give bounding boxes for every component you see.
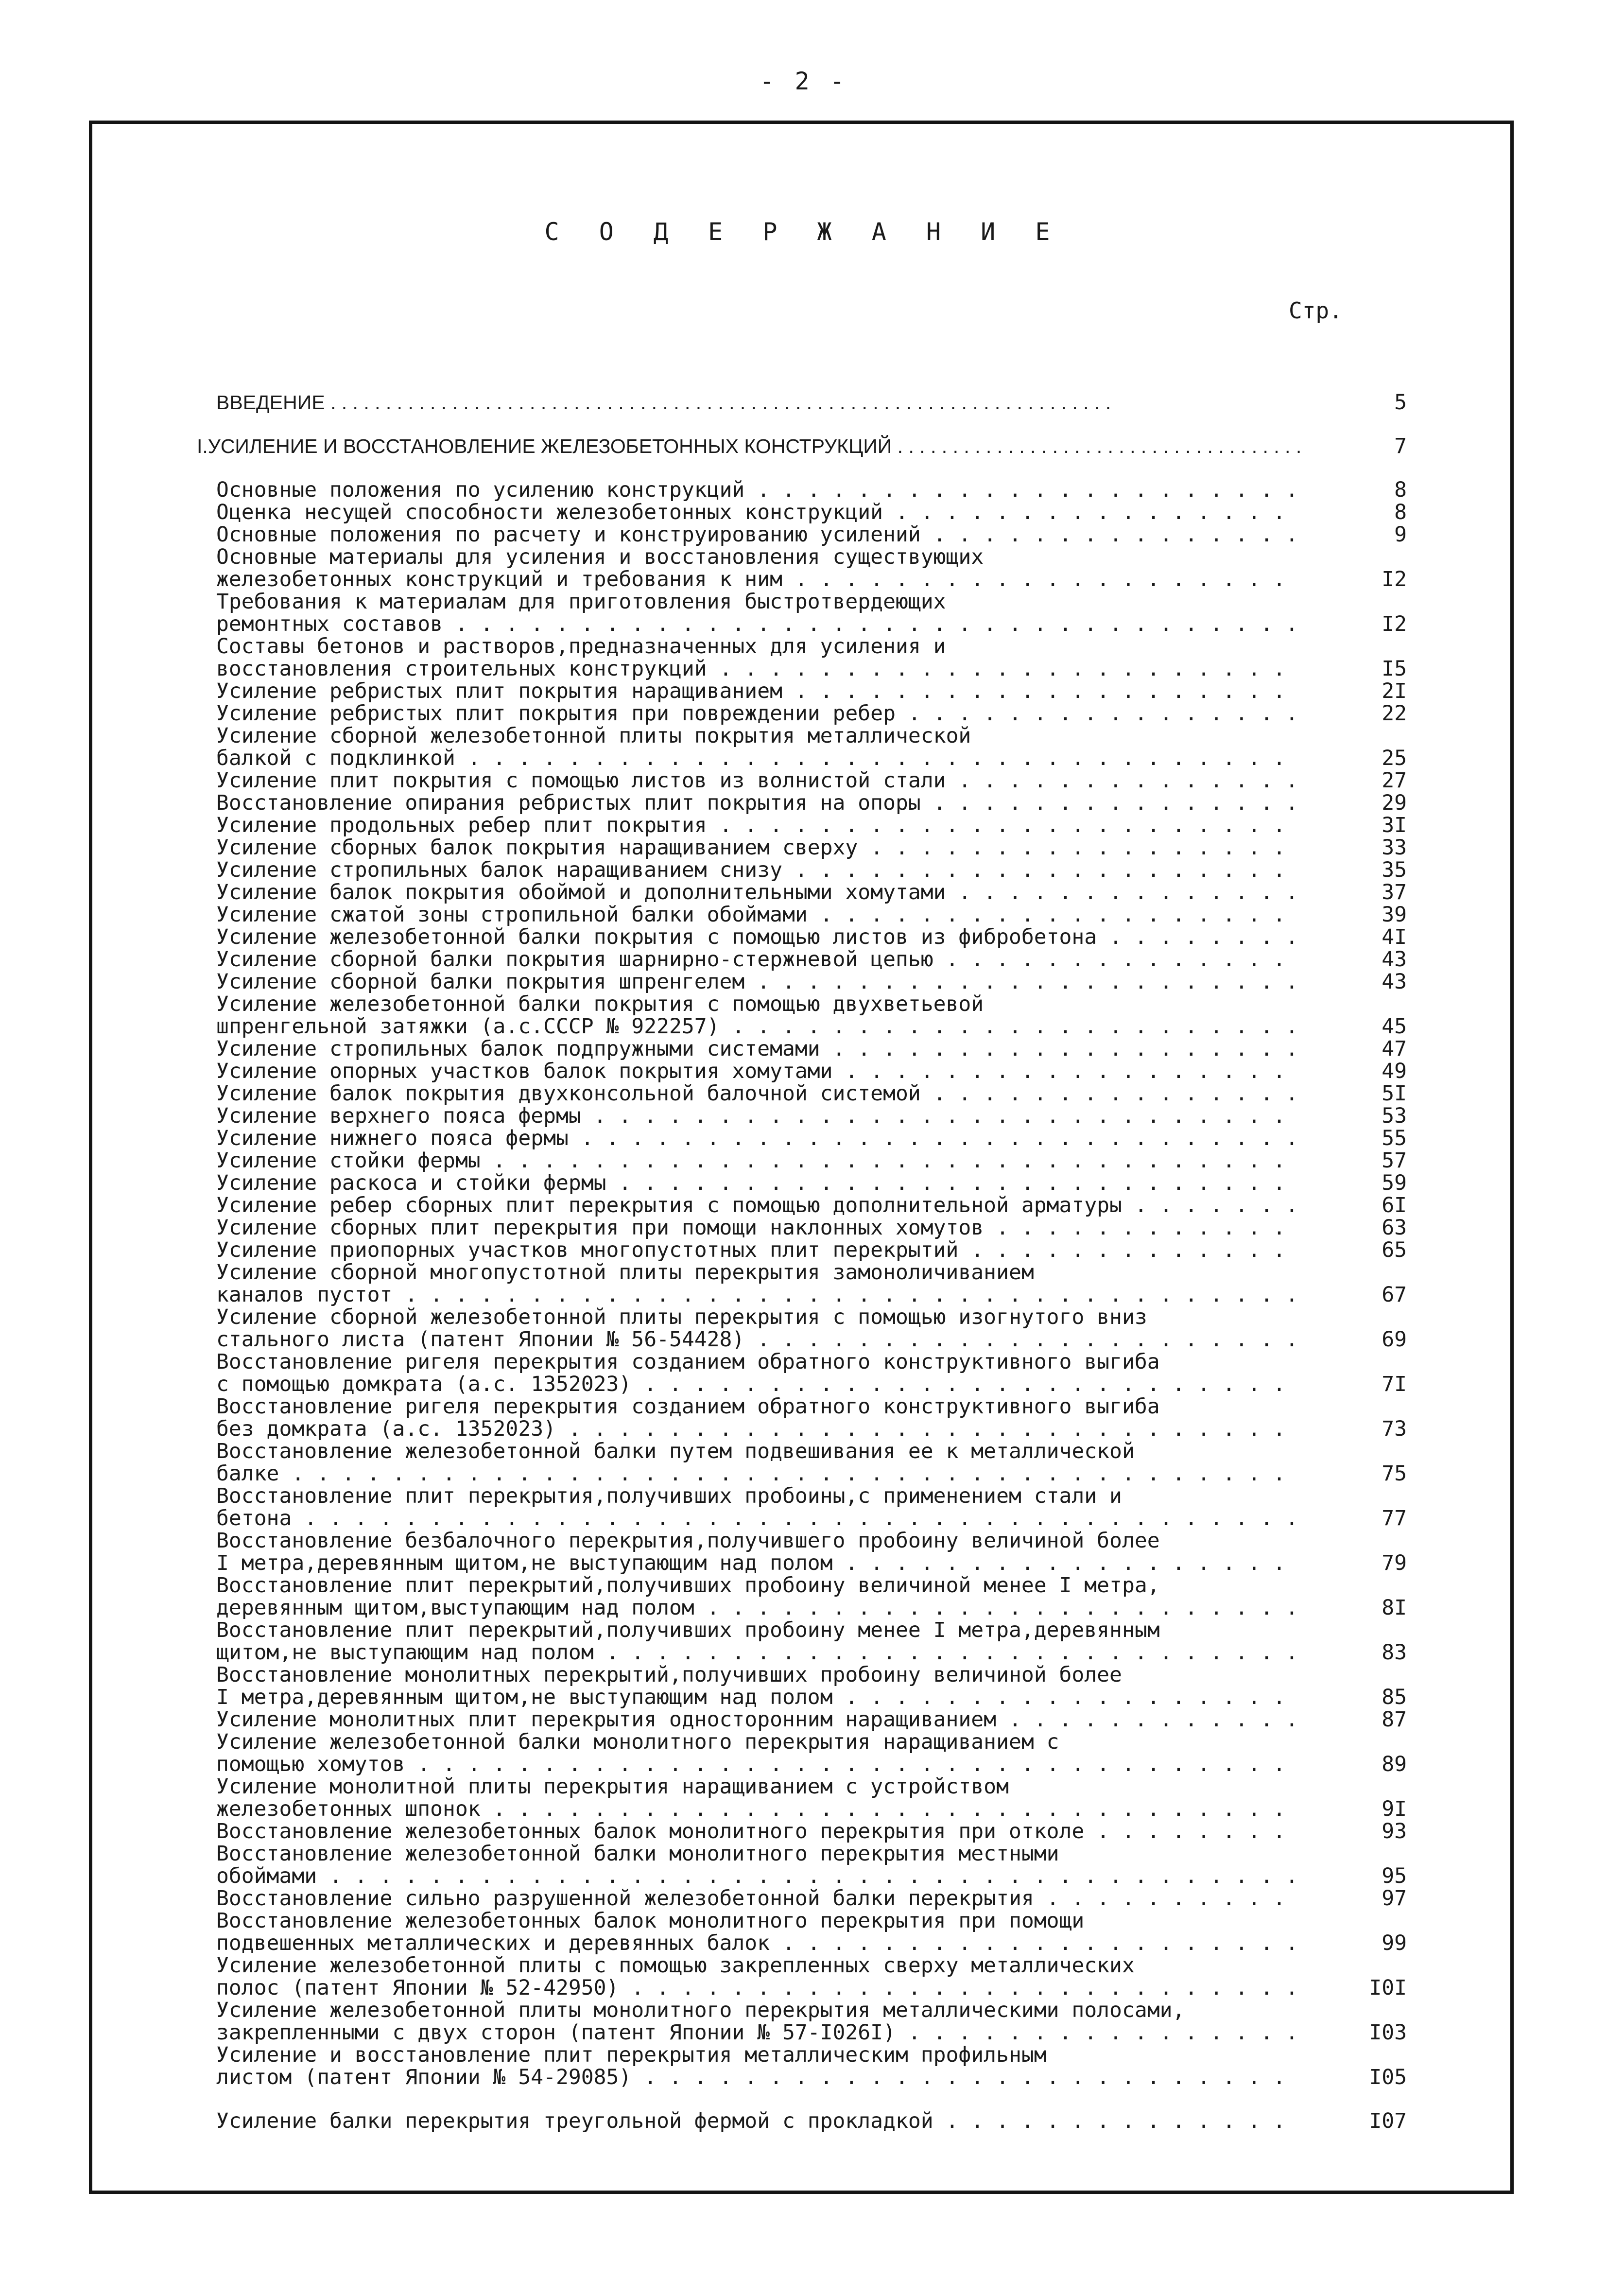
toc-entry [197,435,1407,457]
toc-entry-title [216,1910,1300,1954]
toc-entry-title [216,1999,1300,2044]
toc-entry [216,1708,1407,1731]
toc-entry-page: 5 [1394,390,1407,415]
toc-entry-page: 45 [1382,1014,1407,1039]
toc-entry-page: 25 [1382,746,1407,770]
toc-entry-page: 83 [1382,1640,1407,1665]
toc-entry-title [216,1060,1300,1082]
toc-entry-line: подвешенных металлических и деревянных балок . . . [216,1932,1300,1954]
toc-entry-line: Усиление сборной балки покрытия шпренгелем . . . [216,971,1300,993]
toc-entry-title [216,836,1300,859]
toc-entry-title [216,501,1300,523]
toc-entry-title [216,2110,1300,2132]
toc-entry-title [216,1708,1300,1731]
toc-entry-line: помощью хомутов . . . [216,1753,1300,1775]
toc-entry-page: I2 [1382,612,1407,636]
toc-entry-line: Восстановление железобетонной балки путем подвешивания ее к металлической [216,1440,1135,1462]
toc-entry-line: Усиление ребристых плит покрытия при повреждении ребер . . . [216,702,1300,725]
toc-entry-title [216,926,1300,948]
toc-entry-line: железобетонных конструкций и требования к ним . . . [216,568,1300,591]
toc-entry-line: бетона . . . [216,1507,1300,1530]
toc-entry [216,1038,1407,1060]
toc-entry-line: Восстановление железобетонных балок монолитного перекрытия при отколе . . . [216,1820,1300,1843]
toc-entry-title [216,1082,1300,1105]
toc-entry-page: 59 [1382,1171,1407,1195]
toc-entry-line: I.УСИЛЕНИЕ И ВОССТАНОВЛЕНИЕ ЖЕЛЕЗОБЕТОННЫХ КОНСТРУКЦИЙ . . . [197,435,1300,457]
toc-entry-page: 8 [1394,500,1407,524]
toc-entry-page: 55 [1382,1126,1407,1150]
toc-entry-line: ВВЕДЕНИЕ . . . [216,391,1300,414]
toc-entry-line: Усиление сборной многопустотной плиты перекрытия замоноличиванием [216,1261,1034,1284]
toc-entry-line: Восстановление ригеля перекрытия созданием обратного конструктивного выгиба [216,1395,1160,1418]
toc-entry-line: Составы бетонов и растворов,предназначенных для усиления и [216,635,946,658]
toc-entry-line: Усиление сборной железобетонной плиты покрытия металлической [216,725,971,747]
toc-entry-page: 43 [1382,947,1407,972]
toc-entry [216,971,1407,993]
toc-entry [216,1060,1407,1082]
toc-entry-page: 85 [1382,1685,1407,1709]
toc-entry [216,1194,1407,1217]
toc-entry-title [197,435,1300,457]
toc-entry-title [216,2044,1300,2088]
toc-entry [216,680,1407,702]
toc-entry-page: 93 [1382,1819,1407,1844]
toc-entry [216,2044,1407,2088]
toc-entry-line: Усиление ребер сборных плит перекрытия с помощью дополнительной арматуры . . . [216,1194,1300,1217]
page-column-header: Стр. [1289,297,1343,324]
toc-entry-title [216,881,1300,904]
toc-entry-line: Усиление сборных плит перекрытия при помощи наклонных хомутов . . . [216,1217,1300,1239]
toc-entry [216,1887,1407,1910]
toc-entry [216,725,1407,769]
toc-entry [216,1239,1407,1261]
toc-entry [216,1843,1407,1887]
toc-entry-line: деревянным щитом,выступающим над полом . . . [216,1597,1300,1619]
toc-entry [216,1954,1407,1999]
toc-entry [216,1217,1407,1239]
toc-entry-page: 8I [1382,1596,1407,1620]
toc-entry-page: 69 [1382,1327,1407,1352]
toc-entry-page: 35 [1382,858,1407,882]
toc-entry-title [216,1574,1300,1619]
toc-entry-page: 27 [1382,768,1407,793]
toc-entry [216,836,1407,859]
toc-entry [216,1082,1407,1105]
toc-entry-title [216,1105,1300,1127]
toc-entry-title [216,1954,1300,1999]
toc-entry-page: 22 [1382,701,1407,726]
toc-entry-page: 33 [1382,835,1407,860]
toc-entry-title [216,904,1300,926]
toc-entry-title [216,1306,1300,1351]
toc-entry-title [216,1731,1300,1775]
toc-entry-line: Усиление верхнего пояса фермы . . . [216,1105,1300,1127]
toc-entry-page: 95 [1382,1864,1407,1888]
toc-entry-title [216,1440,1300,1485]
toc-entry-title [216,1127,1300,1149]
toc-entry [216,635,1407,680]
toc-entry [216,1351,1407,1395]
toc-entry-line: Основные положения по расчету и конструированию усилений . . . [216,523,1300,546]
toc-entry [216,1664,1407,1708]
toc-entry-title [216,1038,1300,1060]
toc-entry-page: 65 [1382,1238,1407,1262]
toc-entry-page: 3I [1382,813,1407,837]
toc-entry-line: Восстановление железобетонной балки монолитного перекрытия местными [216,1843,1059,1865]
toc-entry [216,479,1407,501]
toc-entry-line: листом (патент Японии № 54-29085) . . . [216,2066,1300,2088]
toc-entry-line: Восстановление безбалочного перекрытия,получившего пробоину величиной более [216,1530,1160,1552]
table-of-contents [197,390,1407,2133]
toc-entry-title [216,1217,1300,1239]
toc-entry [216,1172,1407,1194]
toc-entry-line: Усиление ребристых плит покрытия наращиванием . . . [216,680,1300,702]
toc-entry-line: Основные положения по усилению конструкций . . . [216,479,1300,501]
toc-entry-title [216,546,1300,591]
toc-entry [216,391,1407,414]
toc-entry [216,1149,1407,1172]
toc-entry-line: Усиление стропильных балок подпружными системами . . . [216,1038,1300,1060]
toc-title: С О Д Е Р Ж А Н И Е [544,218,1063,246]
toc-entry-line: Восстановление плит перекрытий,получивших пробоину менее I метра,деревянным [216,1619,1160,1641]
toc-entry-title [216,814,1300,836]
toc-entry-page: 99 [1382,1931,1407,1955]
toc-entry-page: 77 [1382,1506,1407,1531]
toc-entry-line: Усиление приопорных участков многопустотных плит перекрытий . . . [216,1239,1300,1261]
toc-entry-page: 97 [1382,1886,1407,1911]
toc-entry-line: полос (патент Японии № 52-42950) . . . [216,1977,1300,1999]
toc-entry-line: Восстановление опирания ребристых плит покрытия на опоры . . . [216,792,1300,814]
toc-entry-line: Восстановление монолитных перекрытий,получивших пробоину величиной более [216,1664,1122,1686]
toc-entry [216,591,1407,635]
toc-entry [216,523,1407,546]
toc-entry [216,1820,1407,1843]
toc-entry-page: 6I [1382,1193,1407,1218]
toc-entry-line: Усиление сборных балок покрытия наращиванием сверху . . . [216,836,1300,859]
toc-entry-line: Усиление стропильных балок наращиванием снизу . . . [216,859,1300,881]
toc-entry [216,792,1407,814]
toc-entry-title [216,1775,1300,1820]
toc-entry-title [216,1820,1300,1843]
toc-entry [216,1775,1407,1820]
toc-entry-line: Усиление железобетонной балки покрытия с помощью листов из фибробетона . . . [216,926,1300,948]
toc-entry-title [216,680,1300,702]
toc-entry [216,1306,1407,1351]
toc-entry-title [216,859,1300,881]
toc-entry-title [216,1149,1300,1172]
toc-entry-line: Усиление раскоса и стойки фермы . . . [216,1172,1300,1194]
toc-entry-title [216,1485,1300,1530]
toc-entry-title [216,1351,1300,1395]
toc-entry-page: 53 [1382,1104,1407,1128]
toc-entry-page: 87 [1382,1707,1407,1732]
toc-entry-page: I05 [1369,2065,1407,2089]
toc-entry [216,881,1407,904]
toc-entry-title [216,1843,1300,1887]
toc-entry-page: 2I [1382,679,1407,703]
toc-entry-page: 7 [1394,434,1407,458]
toc-entry-line: Восстановление плит перекрытий,получивших пробоину величиной менее I метра, [216,1574,1160,1597]
toc-entry-page: I5 [1382,657,1407,681]
toc-entry [216,1910,1407,1954]
toc-entry-line: Усиление балок покрытия обоймой и дополнительными хомутами . . . [216,881,1300,904]
toc-entry-page: 79 [1382,1551,1407,1575]
toc-entry-line: Усиление сжатой зоны стропильной балки обоймами . . . [216,904,1300,926]
toc-entry-page: I07 [1369,2109,1407,2133]
toc-entry-line: Усиление и восстановление плит перекрытия металлическим профильным [216,2044,1047,2066]
toc-entry-page: 49 [1382,1059,1407,1083]
toc-entry-line: каналов пустот . . . [216,1284,1300,1306]
toc-entry-line: Усиление плит покрытия с помощью листов из волнистой стали . . . [216,769,1300,792]
toc-entry-title [216,1530,1300,1574]
toc-entry-line: Восстановление сильно разрушенной железобетонной балки перекрытия . . . [216,1887,1300,1910]
toc-entry-title [216,1664,1300,1708]
toc-entry-title [216,1239,1300,1261]
toc-entry-line: железобетонных шпонок . . . [216,1798,1300,1820]
toc-entry-line: Усиление сборной железобетонной плиты перекрытия с помощью изогнутого вниз [216,1306,1147,1328]
toc-entry-line: Оценка несущей способности железобетонных конструкций . . . [216,501,1300,523]
toc-entry-title [216,1172,1300,1194]
toc-entry-title [216,725,1300,769]
toc-entry-title [216,391,1300,414]
toc-entry [216,814,1407,836]
toc-entry [216,948,1407,971]
toc-entry-title [216,993,1300,1038]
toc-entry-page: 37 [1382,880,1407,904]
toc-entry-page: 9I [1382,1797,1407,1821]
toc-entry [216,2110,1407,2132]
toc-entry-page: 9 [1394,522,1407,547]
toc-entry-line: Усиление монолитной плиты перекрытия наращиванием с устройством [216,1775,1009,1798]
toc-entry-page: 73 [1382,1417,1407,1441]
toc-entry [216,1530,1407,1574]
toc-entry-line: Восстановление плит перекрытия,получивших пробоины,с применением стали и [216,1485,1122,1507]
toc-entry-line: щитом,не выступающим над полом . . . [216,1641,1300,1664]
toc-entry-line: восстановления строительных конструкций . . . [216,658,1300,680]
toc-entry-line: Усиление железобетонной балки покрытия с помощью двухветьевой [216,993,984,1015]
toc-entry [216,1105,1407,1127]
toc-entry-line: с помощью домкрата (а.с. 1352023) . . . [216,1373,1300,1395]
toc-entry [216,1261,1407,1306]
toc-entry-title [216,792,1300,814]
toc-entry-line: I метра,деревянным щитом,не выступающим над полом . . . [216,1686,1300,1708]
toc-entry-line: Требования к материалам для приготовления быстротвердеющих [216,591,946,613]
toc-entry [216,546,1407,591]
toc-entry-line: Усиление балки перекрытия треугольной фермой с прокладкой . . . [216,2110,1300,2132]
toc-entry-title [216,971,1300,993]
toc-entry-line: ремонтных составов . . . [216,613,1300,635]
toc-entry [216,926,1407,948]
toc-entry [216,1485,1407,1530]
toc-entry-title [216,1619,1300,1664]
toc-entry-line: стального листа (патент Японии № 56-54428) . . . [216,1328,1300,1351]
toc-entry-page: 7I [1382,1372,1407,1396]
toc-entry-line: без домкрата (а.с. 1352023) . . . [216,1418,1300,1440]
toc-entry [216,1999,1407,2044]
toc-entry-title [216,1261,1300,1306]
toc-entry-line: Усиление монолитных плит перекрытия односторонним наращиванием . . . [216,1708,1300,1731]
toc-entry-title [216,523,1300,546]
toc-entry-title [216,479,1300,501]
toc-entry-page: 5I [1382,1081,1407,1106]
toc-entry-page: I03 [1369,2020,1407,2045]
toc-entry-page: 75 [1382,1461,1407,1486]
toc-entry-line: Усиление нижнего пояса фермы . . . [216,1127,1300,1149]
toc-entry-page: 39 [1382,903,1407,927]
toc-entry [216,1731,1407,1775]
toc-entry-page: 63 [1382,1216,1407,1240]
toc-entry-page: I0I [1369,1976,1407,2000]
toc-entry-title [216,1395,1300,1440]
toc-entry-line: Усиление железобетонной балки монолитного перекрытия наращиванием с [216,1731,1059,1753]
toc-entry-line: Усиление балок покрытия двухконсольной балочной системой . . . [216,1082,1300,1105]
toc-entry-line: шпренгельной затяжки (а.с.СССР № 922257) . . . [216,1015,1300,1038]
toc-entry-line: Усиление стойки фермы . . . [216,1149,1300,1172]
toc-entry [216,501,1407,523]
toc-entry-line: Усиление сборной балки покрытия шарнирно-стержневой цепью . . . [216,948,1300,971]
toc-entry-line: балкой с подклинкой . . . [216,747,1300,769]
page-number: - 2 - [760,67,847,95]
toc-entry [216,1574,1407,1619]
toc-entry-line: Усиление продольных ребер плит покрытия . . . [216,814,1300,836]
toc-entry-line: закрепленными с двух сторон (патент Японии № 57-I026I) . . . [216,2021,1300,2044]
toc-entry-line: балке . . . [216,1462,1300,1485]
toc-entry-page: I2 [1382,567,1407,591]
toc-entry-page: 29 [1382,791,1407,815]
toc-entry-line: Усиление железобетонной плиты с помощью закрепленных сверху металлических [216,1954,1135,1977]
toc-entry [216,702,1407,725]
toc-entry-title [216,591,1300,635]
toc-entry [216,1440,1407,1485]
toc-entry-line: обоймами . . . [216,1865,1300,1887]
toc-entry-title [216,702,1300,725]
toc-entry-line: Восстановление железобетонных балок монолитного перекрытия при помощи [216,1910,1085,1932]
toc-entry-title [216,1887,1300,1910]
toc-entry [216,1395,1407,1440]
toc-entry-page: 47 [1382,1037,1407,1061]
toc-entry-page: 43 [1382,970,1407,994]
toc-entry-line: I метра,деревянным щитом,не выступающим над полом . . . [216,1552,1300,1574]
toc-entry-title [216,635,1300,680]
toc-entry-line: Восстановление ригеля перекрытия созданием обратного конструктивного выгиба [216,1351,1160,1373]
toc-entry-page: 89 [1382,1752,1407,1776]
toc-entry-page: 8 [1394,478,1407,502]
toc-entry-line: Усиление железобетонной плиты монолитного перекрытия металлическими полосами, [216,1999,1185,2021]
toc-entry-page: 4I [1382,925,1407,949]
toc-entry [216,859,1407,881]
toc-entry [216,993,1407,1038]
toc-entry [216,1619,1407,1664]
toc-entry-page: 57 [1382,1148,1407,1173]
toc-entry [216,1127,1407,1149]
toc-entry [216,904,1407,926]
toc-entry-title [216,769,1300,792]
toc-entry-page: 67 [1382,1283,1407,1307]
toc-entry-title [216,948,1300,971]
toc-entry [216,769,1407,792]
toc-entry-line: Основные материалы для усиления и восстановления существующих [216,546,984,568]
toc-entry-title [216,1194,1300,1217]
toc-entry-line: Усиление опорных участков балок покрытия хомутами . . . [216,1060,1300,1082]
